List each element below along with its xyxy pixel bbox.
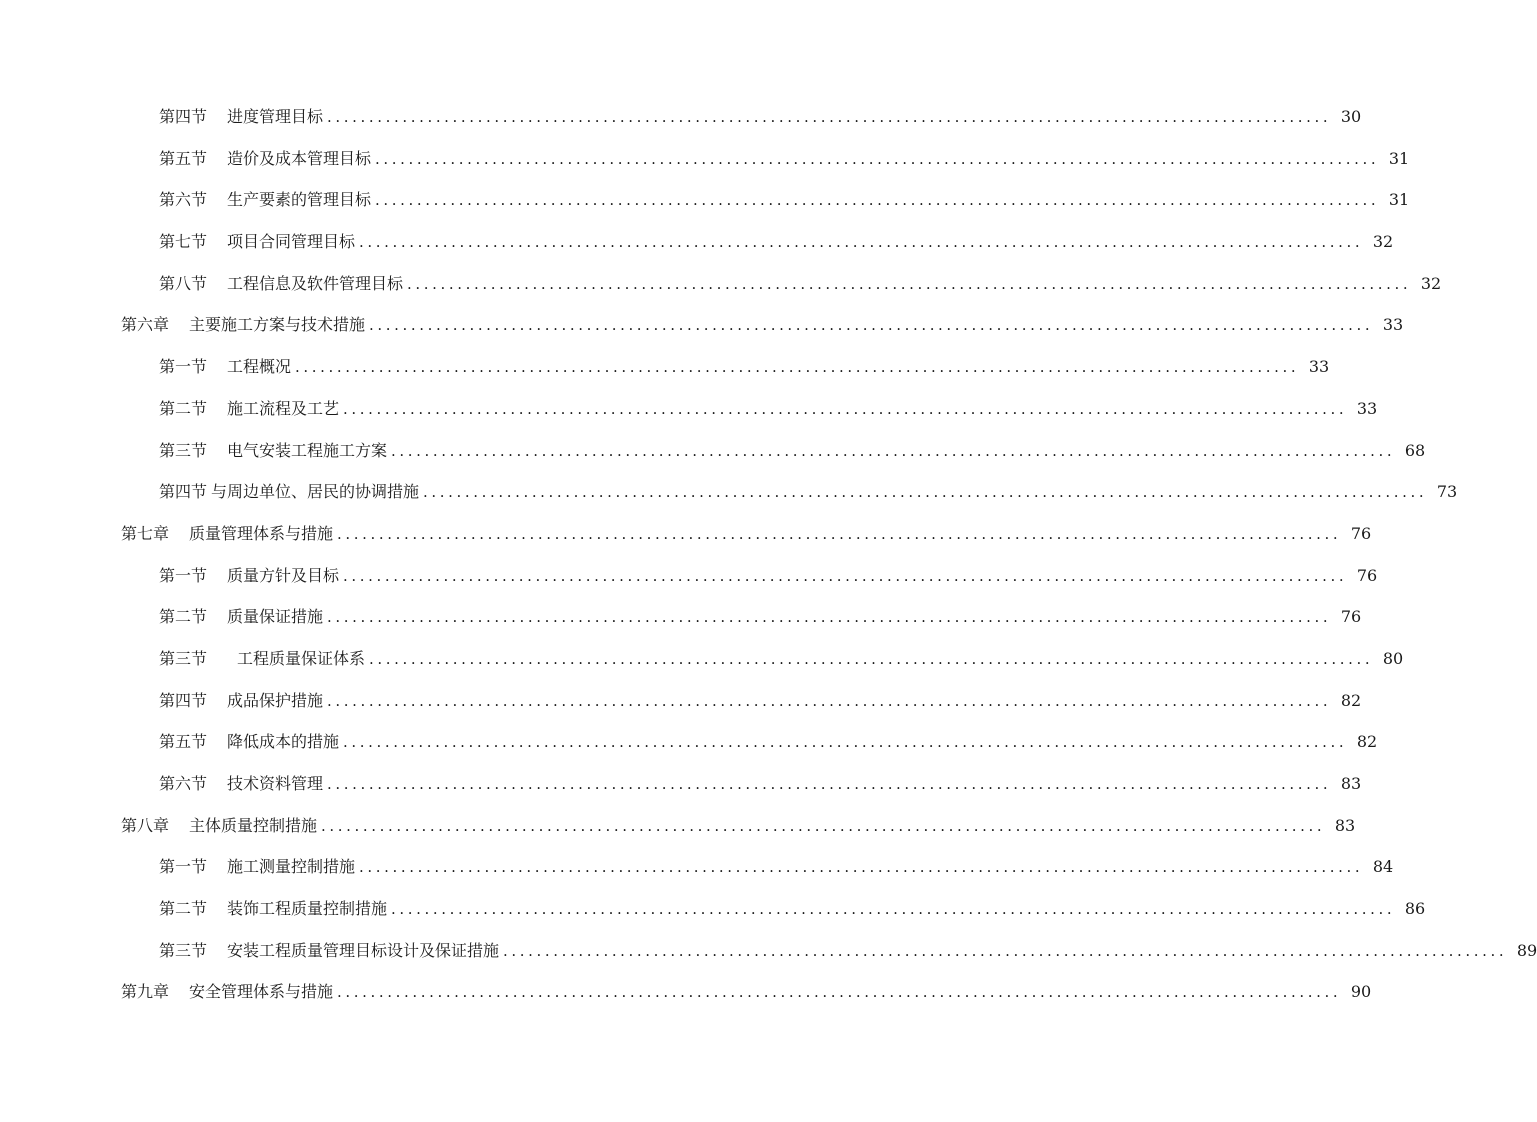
toc-entry-number: 第一节: [159, 565, 208, 585]
toc-entry-title: 安全管理体系与措施: [189, 982, 334, 1002]
toc-entry-page-number: 82: [1356, 732, 1378, 752]
toc-entry-number: 第四节: [159, 482, 208, 502]
toc-entry-section[interactable]: [0, 471, 1458, 513]
toc-entry-section[interactable]: [0, 638, 1404, 680]
toc-entry-section[interactable]: [0, 221, 1394, 263]
toc-entry-page-number: 31: [1388, 148, 1410, 168]
toc-entry-title: 成品保护措施: [227, 690, 324, 710]
toc-dot-leader: ........................................................................................................................: [359, 233, 1364, 252]
toc-entry-number: 第八节: [159, 273, 208, 293]
toc-entry-number: 第七节: [159, 232, 208, 252]
toc-entry-number: 第四节: [159, 107, 208, 126]
toc-entry-page-number: 76: [1350, 523, 1372, 543]
toc-dot-leader: ........................................................................................................................: [369, 316, 1374, 335]
toc-entry-title: 技术资料管理: [227, 774, 324, 793]
toc-dot-leader: ........................................................................................................................: [327, 775, 1332, 793]
toc-dot-leader: ........................................................................................................................: [337, 524, 1342, 543]
toc-entry-chapter[interactable]: [0, 805, 1356, 847]
toc-entry-chapter[interactable]: [0, 513, 1372, 555]
toc-entry-number: 第八章: [121, 815, 170, 835]
toc-entry-title: 进度管理目标: [227, 107, 324, 126]
toc-entry-title: 主要施工方案与技术措施: [189, 315, 366, 335]
toc-dot-leader: ........................................................................................................................: [375, 149, 1380, 168]
toc-entry-section[interactable]: [0, 96, 1362, 138]
toc-dot-leader: ........................................................................................................................: [343, 399, 1348, 418]
toc-dot-leader: ........................................................................................................................: [423, 483, 1428, 502]
toc-entry-section[interactable]: [0, 388, 1378, 430]
toc-entry-page-number: 73: [1436, 482, 1458, 502]
toc-dot-leader: ........................................................................................................................: [503, 941, 1508, 960]
toc-entry-number: 第六节: [159, 190, 208, 210]
toc-entry-title: 装饰工程质量控制措施: [227, 899, 388, 919]
toc-entry-page-number: 89: [1516, 940, 1537, 960]
toc-entry-title: 安装工程质量管理目标设计及保证措施: [227, 940, 500, 960]
toc-entry-title: 工程质量保证体系: [237, 648, 366, 668]
toc-entry-number: 第五节: [159, 148, 208, 168]
toc-dot-leader: ........................................................................................................................: [295, 358, 1300, 377]
toc-entry-section[interactable]: [0, 263, 1442, 305]
toc-entry-title: 电气安装工程施工方案: [227, 440, 388, 460]
toc-dot-leader: ........................................................................................................................: [321, 816, 1326, 835]
toc-entry-section[interactable]: [0, 555, 1378, 597]
toc-entry-title: 造价及成本管理目标: [227, 148, 372, 168]
toc-entry-page-number: 33: [1356, 398, 1378, 418]
toc-entry-section[interactable]: [0, 721, 1378, 763]
toc-entry-number: 第五节: [159, 732, 208, 752]
toc-entry-number: 第二节: [159, 899, 208, 919]
toc-entry-section[interactable]: [0, 430, 1426, 472]
toc-entry-number: 第一节: [159, 857, 208, 877]
toc-entry-section[interactable]: [0, 930, 1537, 972]
toc-entry-page-number: 31: [1388, 190, 1410, 210]
toc-dot-leader: ........................................................................................................................: [375, 191, 1380, 210]
toc-entry-title: 质量管理体系与措施: [189, 523, 334, 543]
toc-entry-section[interactable]: [0, 346, 1330, 388]
toc-entry-page-number: 82: [1340, 690, 1362, 710]
toc-entry-section[interactable]: [0, 763, 1362, 805]
toc-entry-title: 降低成本的措施: [227, 732, 340, 752]
toc-entry-title: 施工测量控制措施: [227, 857, 356, 877]
toc-entry-section[interactable]: [0, 596, 1362, 638]
toc-entry-title: 工程信息及软件管理目标: [227, 273, 404, 293]
toc-entry-page-number: 83: [1340, 774, 1362, 793]
toc-entry-section[interactable]: [0, 138, 1410, 180]
toc-entry-page-number: 30: [1340, 107, 1362, 126]
toc-dot-leader: ........................................................................................................................: [359, 858, 1364, 877]
toc-entry-page-number: 83: [1334, 815, 1356, 835]
toc-entry-page-number: 33: [1382, 315, 1404, 335]
toc-entry-chapter[interactable]: [0, 971, 1372, 1013]
toc-entry-page-number: 32: [1372, 232, 1394, 252]
toc-entry-title: 与周边单位、居民的协调措施: [211, 482, 420, 502]
toc-dot-leader: ........................................................................................................................: [327, 108, 1332, 126]
toc-entry-number: 第三节: [159, 648, 208, 668]
toc-entry-page-number: 68: [1404, 440, 1426, 460]
toc-entry-number: 第六章: [121, 315, 170, 335]
toc-entry-number: 第六节: [159, 774, 208, 793]
toc-entry-section[interactable]: [0, 846, 1394, 888]
toc-entry-page-number: 76: [1356, 565, 1378, 585]
toc-entry-page-number: 90: [1350, 982, 1372, 1002]
toc-entry-section[interactable]: [0, 179, 1410, 221]
toc-entry-number: 第三节: [159, 440, 208, 460]
toc-entry-number: 第九章: [121, 982, 170, 1002]
toc-entry-page-number: 33: [1308, 357, 1330, 377]
toc-entry-number: 第三节: [159, 940, 208, 960]
toc-dot-leader: ........................................................................................................................: [369, 649, 1374, 668]
toc-dot-leader: ........................................................................................................................: [327, 691, 1332, 710]
toc-entry-page-number: 32: [1420, 273, 1442, 293]
toc-dot-leader: ........................................................................................................................: [407, 274, 1412, 293]
toc-entry-title: 项目合同管理目标: [227, 232, 356, 252]
toc-entry-number: 第二节: [159, 398, 208, 418]
toc-dot-leader: ........................................................................................................................: [337, 983, 1342, 1002]
toc-dot-leader: ........................................................................................................................: [391, 900, 1396, 919]
toc-entry-title: 生产要素的管理目标: [227, 190, 372, 210]
toc-entry-title: 施工流程及工艺: [227, 398, 340, 418]
toc-entry-page-number: 84: [1372, 857, 1394, 877]
toc-entry-title: 工程概况: [227, 357, 292, 377]
toc-entry-number: 第一节: [159, 357, 208, 377]
table-of-contents: [0, 96, 1537, 1013]
toc-entry-number: 第七章: [121, 523, 170, 543]
toc-entry-page-number: 86: [1404, 899, 1426, 919]
toc-entry-title: 质量方针及目标: [227, 565, 340, 585]
toc-entry-number: 第二节: [159, 607, 208, 627]
toc-dot-leader: ........................................................................................................................: [343, 733, 1348, 752]
toc-entry-section[interactable]: [0, 680, 1362, 722]
toc-dot-leader: ........................................................................................................................: [391, 441, 1396, 460]
toc-entry-section[interactable]: [0, 888, 1426, 930]
toc-entry-chapter[interactable]: [0, 304, 1404, 346]
toc-entry-page-number: 76: [1340, 607, 1362, 627]
toc-entry-title: 主体质量控制措施: [189, 815, 318, 835]
toc-entry-number: 第四节: [159, 690, 208, 710]
toc-entry-title: 质量保证措施: [227, 607, 324, 627]
toc-dot-leader: ........................................................................................................................: [327, 608, 1332, 627]
toc-entry-page-number: 80: [1382, 648, 1404, 668]
toc-dot-leader: ........................................................................................................................: [343, 566, 1348, 585]
